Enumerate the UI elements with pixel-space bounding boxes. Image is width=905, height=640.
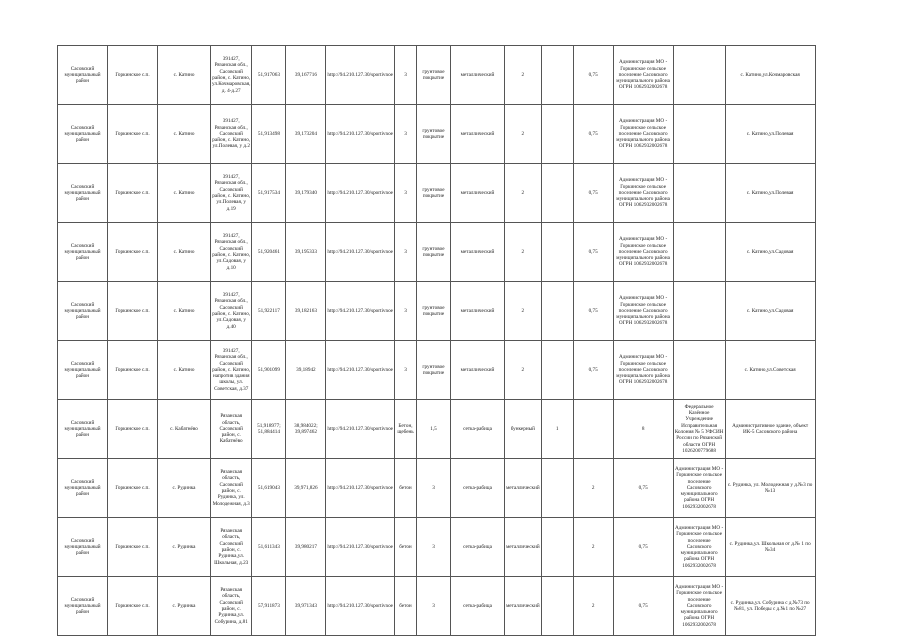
cell-count-b: 2: [573, 577, 613, 636]
cell-owner: Администрация МО - Горкинское сельское поселение Сасовского муниципального района ОГРН 1062932002678: [673, 518, 725, 577]
table-row: [58, 577, 816, 636]
cell-settlement: Горкинское с.п.: [108, 518, 158, 577]
cell-surface: грунтовое покрытие: [416, 341, 450, 400]
table-row: [58, 400, 816, 459]
cell-locality: с. Катино: [158, 282, 211, 341]
cell-surface-or-count: 3: [394, 282, 416, 341]
cell-owner: [673, 46, 725, 105]
cell-latitude: 51,913498: [252, 105, 286, 164]
cell-volume: Администрация МО - Горкинское сельское поселение Сасовского муниципального района ОГРН 1062932002678: [613, 46, 673, 105]
cell-served-area: с. Катино,ул.Советская: [725, 341, 815, 400]
cell-surface: 3: [416, 577, 450, 636]
cell-fence: металлический: [450, 282, 504, 341]
cell-fence: металлический: [450, 341, 504, 400]
cell-count-a: [541, 459, 573, 518]
cell-volume: 0,75: [613, 459, 673, 518]
cell-settlement: Горкинское с.п.: [108, 577, 158, 636]
cell-served-area: с. Катино,ул.Кочмаровская: [725, 46, 815, 105]
cell-district: Сасовский муниципальный район: [58, 105, 108, 164]
cell-locality: с. Катино: [158, 223, 211, 282]
cell-link: http://94.210.127.30/sportivnoe: [326, 46, 395, 105]
cell-count-b: 0,75: [573, 282, 613, 341]
cell-district: Сасовский муниципальный район: [58, 282, 108, 341]
cell-container-type: металлический: [504, 459, 541, 518]
cell-link: http://94.210.127.30/sportivnoe: [326, 459, 395, 518]
cell-district: Сасовский муниципальный район: [58, 341, 108, 400]
cell-surface-or-count: бетон: [394, 518, 416, 577]
cell-volume: Администрация МО - Горкинское сельское поселение Сасовского муниципального района ОГРН 1062932002678: [613, 341, 673, 400]
cell-surface-or-count: Бетон, щебень: [394, 400, 416, 459]
cell-locality: с. Кабатнёво: [158, 400, 211, 459]
cell-owner: [673, 105, 725, 164]
cell-surface: 3: [416, 518, 450, 577]
cell-surface-or-count: 3: [394, 341, 416, 400]
cell-container-type: 2: [504, 105, 541, 164]
cell-link: http://94.210.127.30/sportivnoe: [326, 282, 395, 341]
cell-owner: Администрация МО - Горкинское сельское поселение Сасовского муниципального района ОГРН 1062932002678: [673, 459, 725, 518]
cell-address: 391427, Рязанская обл., Сасовский район, с. Катино, ул.Садовая, у д.40: [211, 282, 252, 341]
cell-owner: Федеральное Казённое Учреждение Исправительная Колония № 5 УФСИН России по Рязанской области ОГРН 1026200779688: [673, 400, 725, 459]
cell-longitude: 39,195333: [286, 223, 326, 282]
table-row: [58, 282, 816, 341]
cell-link: http://94.210.127.30/sportivnoe: [326, 518, 395, 577]
cell-owner: [673, 341, 725, 400]
cell-settlement: Горкинское с.п.: [108, 282, 158, 341]
cell-served-area: с. Катино,ул.Полевая: [725, 164, 815, 223]
cell-count-b: 0,75: [573, 223, 613, 282]
cell-served-area: с. Рудинка, ул. Молодежная у д.№3 по №13: [725, 459, 815, 518]
cell-address: Рязанская область, Сасовский район, с. Рудинка,ул. Школьная, д.23: [211, 518, 252, 577]
cell-district: Сасовский муниципальный район: [58, 46, 108, 105]
cell-count-a: [541, 282, 573, 341]
cell-count-a: [541, 223, 573, 282]
table-row: [58, 164, 816, 223]
cell-count-b: 2: [573, 459, 613, 518]
cell-latitude: 51,917063: [252, 46, 286, 105]
cell-count-a: [541, 577, 573, 636]
cell-surface-or-count: 3: [394, 223, 416, 282]
cell-longitude: 39,173204: [286, 105, 326, 164]
cell-volume: 8: [613, 400, 673, 459]
cell-container-type: 2: [504, 223, 541, 282]
cell-longitude: 39,167716: [286, 46, 326, 105]
cell-latitude: 51,920461: [252, 223, 286, 282]
cell-fence: сетка-рабица: [450, 577, 504, 636]
cell-link: http://94.210.127.30/sportivnoe: [326, 223, 395, 282]
cell-volume: 0,75: [613, 577, 673, 636]
table-row: [58, 341, 816, 400]
cell-locality: с. Рудинка: [158, 577, 211, 636]
cell-served-area: с. Катино,ул.Садовая: [725, 282, 815, 341]
cell-container-type: бункерный: [504, 400, 541, 459]
cell-address: 391427, Рязанская обл., Сасовский район, с. Катино, ул.Садовая, у д.10: [211, 223, 252, 282]
cell-container-type: 2: [504, 46, 541, 105]
data-table: [57, 45, 816, 636]
cell-fence: металлический: [450, 105, 504, 164]
cell-count-a: [541, 518, 573, 577]
table-row: [58, 46, 816, 105]
cell-address: 391427, Рязанская обл., Сасовский район, с. Катино, напротив здания школы, ул. Советская, д.37: [211, 341, 252, 400]
cell-latitude: 51,922117: [252, 282, 286, 341]
cell-locality: с. Катино: [158, 46, 211, 105]
cell-volume: Администрация МО - Горкинское сельское поселение Сасовского муниципального района ОГРН 1062932002678: [613, 282, 673, 341]
cell-count-a: [541, 164, 573, 223]
table-row: [58, 518, 816, 577]
cell-fence: сетка-рабица: [450, 518, 504, 577]
cell-district: Сасовский муниципальный район: [58, 164, 108, 223]
cell-address: Рязанская область, Сасовский район, с. Кабатнёво: [211, 400, 252, 459]
cell-container-type: 2: [504, 164, 541, 223]
cell-owner: [673, 282, 725, 341]
cell-settlement: Горкинское с.п.: [108, 46, 158, 105]
cell-surface-or-count: бетон: [394, 577, 416, 636]
cell-count-a: [541, 341, 573, 400]
cell-link: http://94.210.127.30/sportivnoe: [326, 400, 395, 459]
cell-fence: сетка-рабица: [450, 459, 504, 518]
cell-locality: с. Катино: [158, 164, 211, 223]
cell-count-b: 0,75: [573, 341, 613, 400]
cell-surface: грунтовое покрытие: [416, 164, 450, 223]
cell-longitude: 39,971343: [286, 577, 326, 636]
cell-count-b: [573, 400, 613, 459]
cell-volume: Администрация МО - Горкинское сельское поселение Сасовского муниципального района ОГРН 1062932002678: [613, 164, 673, 223]
cell-surface-or-count: 3: [394, 164, 416, 223]
table-row: [58, 223, 816, 282]
cell-settlement: Горкинское с.п.: [108, 105, 158, 164]
cell-longitude: 39,179340: [286, 164, 326, 223]
cell-district: Сасовский муниципальный район: [58, 577, 108, 636]
cell-surface: грунтовое покрытие: [416, 105, 450, 164]
cell-address: 391427, Рязанская обл., Сасовский район, с. Катино, ул.Полевая, у д.19: [211, 164, 252, 223]
cell-served-area: Административное здание, объект ИК-5 Сасовского района: [725, 400, 815, 459]
cell-settlement: Горкинское с.п.: [108, 400, 158, 459]
cell-count-b: 0,75: [573, 46, 613, 105]
cell-longitude: 39,971,826: [286, 459, 326, 518]
cell-latitude: 51,901099: [252, 341, 286, 400]
table-row: [58, 459, 816, 518]
cell-district: Сасовский муниципальный район: [58, 518, 108, 577]
cell-surface: 1,5: [416, 400, 450, 459]
cell-locality: с. Катино: [158, 341, 211, 400]
cell-link: http://94.210.127.30/sportivnoe: [326, 341, 395, 400]
cell-latitude: 51,917534: [252, 164, 286, 223]
cell-fence: металлический: [450, 46, 504, 105]
cell-container-type: 2: [504, 341, 541, 400]
cell-count-b: 0,75: [573, 164, 613, 223]
cell-settlement: Горкинское с.п.: [108, 164, 158, 223]
cell-served-area: с. Рудинка,ул. Собурина с д.№73 по №81, ул. Победы с д.№1 по №27: [725, 577, 815, 636]
cell-count-a: [541, 105, 573, 164]
cell-longitude: 39,980217: [286, 518, 326, 577]
cell-fence: металлический: [450, 223, 504, 282]
cell-served-area: с. Катино,ул.Садовая: [725, 223, 815, 282]
cell-longitude: 39,18942: [286, 341, 326, 400]
cell-container-type: металлический: [504, 577, 541, 636]
cell-address: Рязанская область, Сасовский район, с. Рудинка, ул. Молодежная, д.3: [211, 459, 252, 518]
cell-district: Сасовский муниципальный район: [58, 223, 108, 282]
cell-district: Сасовский муниципальный район: [58, 400, 108, 459]
cell-district: Сасовский муниципальный район: [58, 459, 108, 518]
cell-owner: Администрация МО - Горкинское сельское поселение Сасовского муниципального района ОГРН 1062932002678: [673, 577, 725, 636]
cell-surface-or-count: бетон: [394, 459, 416, 518]
cell-settlement: Горкинское с.п.: [108, 341, 158, 400]
cell-settlement: Горкинское с.п.: [108, 459, 158, 518]
cell-settlement: Горкинское с.п.: [108, 223, 158, 282]
cell-count-a: 1: [541, 400, 573, 459]
cell-longitude: 39,182163: [286, 282, 326, 341]
cell-volume: Администрация МО - Горкинское сельское поселение Сасовского муниципального района ОГРН 1062932002678: [613, 223, 673, 282]
cell-container-type: 2: [504, 282, 541, 341]
cell-latitude: 57,911873: [252, 577, 286, 636]
cell-served-area: с. Рудинка,ул. Школьная от д.№ 1 по №34: [725, 518, 815, 577]
cell-surface: грунтовое покрытие: [416, 46, 450, 105]
table-row: [58, 105, 816, 164]
cell-served-area: с. Катино,ул.Полевая: [725, 105, 815, 164]
cell-locality: с. Рудинка: [158, 459, 211, 518]
cell-volume: 0,75: [613, 518, 673, 577]
cell-link: http://94.210.127.30/sportivnoe: [326, 164, 395, 223]
cell-volume: Администрация МО - Горкинское сельское поселение Сасовского муниципального района ОГРН 1062932002678: [613, 105, 673, 164]
cell-owner: [673, 164, 725, 223]
cell-fence: металлический: [450, 164, 504, 223]
cell-count-b: 2: [573, 518, 613, 577]
cell-address: Рязанская область, Сасовский район, с. Рудинка,ул. Собурина, д.81: [211, 577, 252, 636]
cell-address: 391427, Рязанская обл., Сасовский район, с. Катино, ул.Кочмаровская, д. 4-д.27: [211, 46, 252, 105]
cell-latitude: 51,918977; 51,884414: [252, 400, 286, 459]
cell-link: http://94.210.127.30/sportivnoe: [326, 577, 395, 636]
cell-count-b: 0,75: [573, 105, 613, 164]
cell-surface-or-count: 3: [394, 46, 416, 105]
cell-longitude: 38,984022; 39,897462: [286, 400, 326, 459]
cell-latitude: 51,611343: [252, 518, 286, 577]
cell-locality: с. Рудинка: [158, 518, 211, 577]
cell-owner: [673, 223, 725, 282]
cell-link: http://94.210.127.30/sportivnoe: [326, 105, 395, 164]
cell-locality: с. Катино: [158, 105, 211, 164]
cell-surface-or-count: 3: [394, 105, 416, 164]
cell-container-type: металлический: [504, 518, 541, 577]
cell-surface: грунтовое покрытие: [416, 223, 450, 282]
cell-surface: 3: [416, 459, 450, 518]
cell-latitude: 51,619043: [252, 459, 286, 518]
cell-count-a: [541, 46, 573, 105]
cell-address: 391427, Рязанская обл., Сасовский район, с. Катино, ул.Полевая, у д.2: [211, 105, 252, 164]
cell-surface: грунтовое покрытие: [416, 282, 450, 341]
cell-fence: сетка-рабица: [450, 400, 504, 459]
